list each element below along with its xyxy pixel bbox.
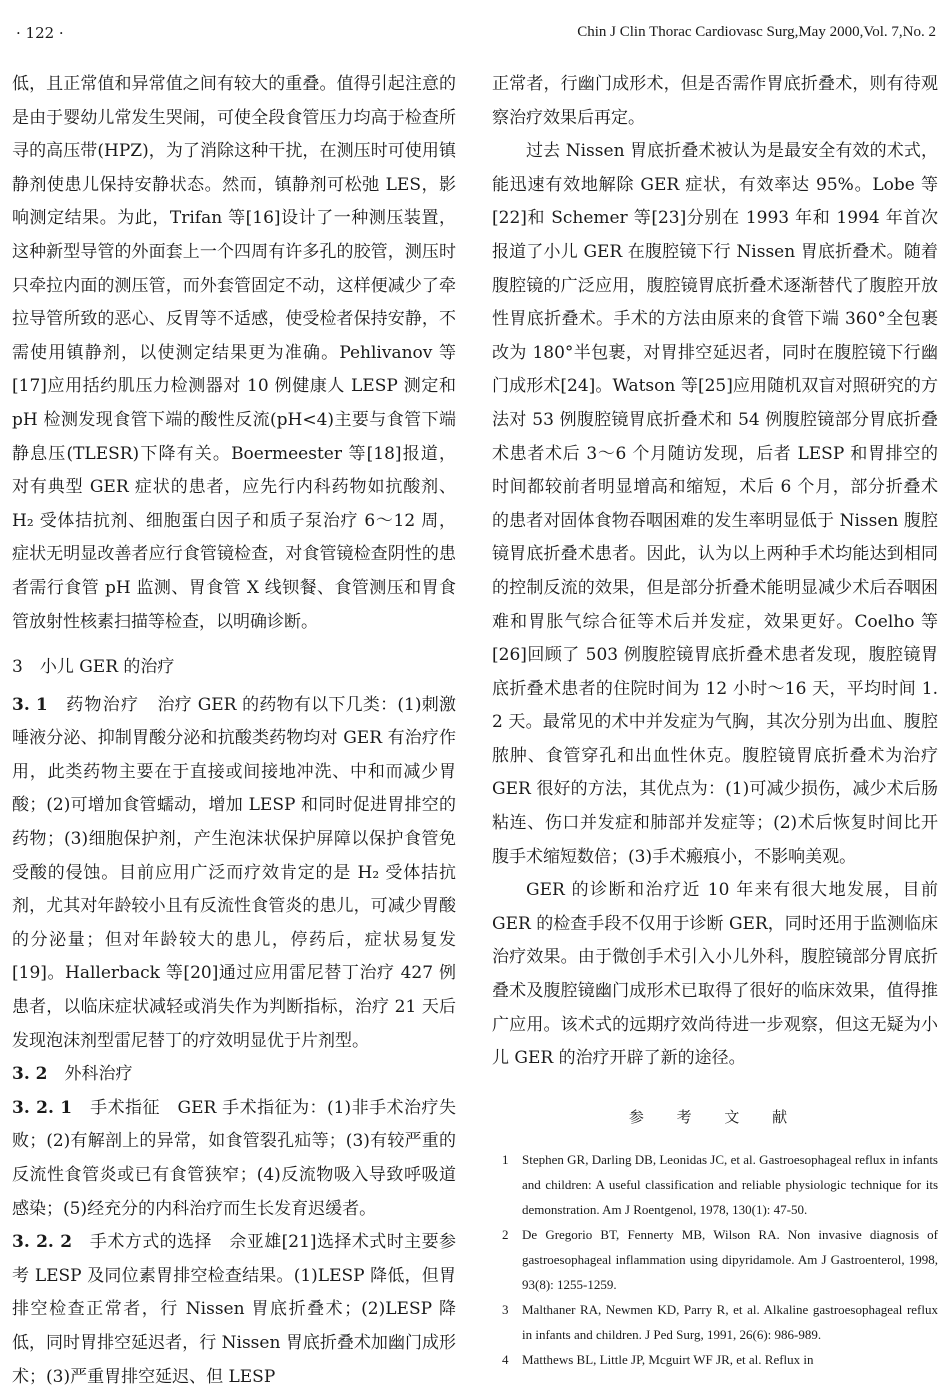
paragraph-diagnosis-continued: 低，且正常值和异常值之间有较大的重叠。值得引起注意的是由于婴幼儿常发生哭闹，可使全段食管压力均高于检查所寻的高压带(HPZ)，为了消除这种干扰，在测压时可使用镇静剂使患儿保持安静状态。然而，镇静剂可松弛 LES，影响测定结果。为此，Trifan 等[16]设计了一种测压装置，这种新型导管的外面套上一个四周有许多孔的胶管，测压时只牵拉内面的测压管，而外套管固定不动，这样便减少了牵拉导管所致的恶心、反胃等不适感，使受检者保持安静，不需使用镇静剂，以使测定结果更为准确。Pehlivanov 等[17]应用括约肌压力检测器对 10 例健康人 LESP 测定和 pH 检测发现食管下端的酸性反流(pH<4)主要与食管下端静息压(TLESR)下降有关。Boermeester 等[18]报道，对有典型 GER 症状的患者，应先行内科药物如抗酸剂、H₂ 受体拮抗剂、细胞蛋白因子和质子泵治疗 6～12 周，症状无明显改善者应行食管镜检查，对食管镜检查阴性的患者需行食管 pH 监测、胃食管 X 线钡餐、食管测压和胃食管放射性核素扫描等检查，以明确诊断。 — [12, 74, 456, 632]
reference-number: 1 — [502, 1151, 509, 1167]
subsection-text: GER 手术指征为：(1)非手术治疗失败；(2)有解剖上的异常，如食管裂孔疝等；(3)有较严重的反流性食管炎或已有食管狭窄；(4)反流物吸入导致呼吸道感染；(5)经充分的内科治疗而生长发育迟缓者。 — [12, 1097, 456, 1219]
subsection-number: 3. 1 — [12, 694, 48, 715]
reference-item — [492, 1297, 938, 1347]
reference-text: Malthaner RA, Newmen KD, Parry R, et al. Alkaline gastroesophageal reflux in infants and children. J Ped Surg, 1991, 26(6): 986-989. — [522, 1301, 938, 1342]
paragraph-conclusion: GER 的诊断和治疗近 10 年来有很大地发展，目前 GER 的检查手段不仅用于诊断 GER，同时还用于监测临床治疗效果。由于微创手术引入小儿外科，腹腔镜部分胃底折叠术及腹腔镜幽门成形术已取得了很好的临床效果，值得推广应用。该术式的远期疗效尚待进一步观察，但这无疑为小儿 GER 的治疗开辟了新的途径。 — [492, 880, 938, 1069]
reference-item — [492, 1347, 938, 1372]
subsection-text: 治疗 GER 的药物有以下几类：(1)刺激唾液分泌、抑制胃酸分泌和抗酸类药物均对 GER 有治疗作用，此类药物主要在于直接或间接地冲洗、中和而减少胃酸；(2)可增加食管蠕动，增加 LESP 和同时促进胃排空的药物；(3)细胞保护剂，产生泡沫状保护屏障以保护食管免受酸的侵蚀。目前应用广泛而疗效肯定的是 H₂ 受体拮抗剂，尤其对年龄较小且有反流性食管炎的患儿，可减少胃酸的分泌量；但对年龄较大的患儿，停药后，症状易复发[19]。Hallerback 等[20]通过应用雷尼替丁治疗 427 例患者，以临床症状减轻或消失作为判断指标，治疗 21 天后发现泡沫剂型雷尼替丁的疗效明显优于片剂型。 — [12, 694, 456, 1051]
subsection-text: 佘亚雄[21]选择术式时主要参考 LESP 及同位素胃排空检查结果。(1)LESP 降低，但胃排空检查正常者，行 Nissen 胃底折叠术；(2)LESP 降低，同时胃排空延迟者，行 Nissen 胃底折叠术加幽门成形术；(3)严重胃排空延迟、但 LESP — [12, 1232, 457, 1387]
right-column — [492, 68, 938, 1372]
subsection-surgical-indications — [12, 1092, 456, 1226]
reference-text: Stephen GR, Darling DB, Leonidas JC, et al. Gastroesophageal reflux in infants and children: A useful classification and reliable physiologic technique for its demonstration. Am J Roentgenol, 1978, 130(1): 47-50. — [522, 1151, 938, 1217]
page-number: · 122 · — [16, 24, 64, 42]
reference-number: 3 — [502, 1301, 509, 1317]
paragraph-laparoscopic-nissen: 过去 Nissen 胃底折叠术被认为是最安全有效的术式，能迅速有效地解除 GER 症状，有效率达 95%。Lobe 等[22]和 Schemer 等[23]分别在 1993 年和 1994 年首次报道了小儿 GER 在腹腔镜下行 Nissen 胃底折叠术。随着腹腔镜的广泛应用，腹腔镜胃底折叠术逐渐替代了腹腔开放性胃底折叠术。手术的方法由原来的食管下端 360°全包裹改为 180°半包裹，对胃排空延迟者，同时在腹腔镜下行幽门成形术[24]。Watson 等[25]应用随机双盲对照研究的方法对 53 例腹腔镜胃底折叠术和 54 例腹腔镜部分胃底折叠术患者术后 3～6 个月随访发现，后者 LESP 和胃排空的时间都较前者明显增高和缩短，术后 6 个月，部分折叠术的患者对固体食物吞咽困难的发生率明显低于 Nissen 腹腔镜胃底折叠术患者。因此，认为以上两种手术均能达到相同的控制反流的效果，但是部分折叠术能明显减少术后吞咽困难和胃胀气综合征等术后并发症，效果更好。Coelho 等[26]回顾了 503 例腹腔镜胃底折叠术患者发现，腹腔镜胃底折叠术患者的住院时间为 12 小时～16 天，平均时间 1. 2 天。最常见的术中并发症为气胸，其次分别为出血、腹腔脓肿、食管穿孔和出血性休克。腹腔镜胃底折叠术为治疗 GER 很好的方法，其优点为：(1)可减少损伤，减少术后肠粘连、伤口并发症和肺部并发症等；(2)术后恢复时间比开腹手术缩短数倍；(3)手术瘢痕小，不影响美观。 — [492, 141, 938, 867]
subsection-surgical-choice — [12, 1226, 456, 1394]
subsection-drug-therapy — [12, 689, 456, 1059]
subsection-number: 3. 2. 1 — [12, 1097, 73, 1118]
paragraph-surgical-choice-continued: 正常者，行幽门成形术，但是否需作胃底折叠术，则有待观察治疗效果后再定。 — [492, 74, 938, 128]
journal-citation: Chin J Clin Thorac Cardiovasc Surg,May 2000,Vol. 7,No. 2 — [577, 24, 936, 40]
reference-text: Matthews BL, Little JP, Mcguirt WF JR, et al. Reflux in — [522, 1351, 814, 1367]
page-header — [0, 0, 950, 48]
reference-item — [492, 1222, 938, 1297]
reference-text: De Gregorio BT, Fennerty MB, Wilson RA. Non invasive diagnosis of gastroesophageal inflammation using dipyridamole. Am J Gastroenterol, 1998, 93(8): 1255-1259. — [522, 1226, 938, 1292]
section-heading-treatment: 3 小儿 GER 的治疗 — [12, 657, 175, 678]
subsection-title: 外科治疗 — [47, 1064, 133, 1085]
subsection-title: 手术方式的选择 — [72, 1232, 230, 1253]
reference-number: 4 — [502, 1351, 509, 1367]
reference-list — [492, 1147, 938, 1372]
left-column — [12, 68, 456, 1394]
subsection-surgical-therapy — [12, 1058, 456, 1092]
subsection-title: 手术指征 — [72, 1097, 178, 1118]
subsection-number: 3. 2. 2 — [12, 1232, 73, 1253]
subsection-number: 3. 2 — [12, 1064, 48, 1085]
references-heading: 参 考 文 献 — [628, 1107, 802, 1126]
reference-number: 2 — [502, 1226, 509, 1242]
subsection-title: 药物治疗 — [47, 694, 158, 715]
reference-item — [492, 1147, 938, 1222]
